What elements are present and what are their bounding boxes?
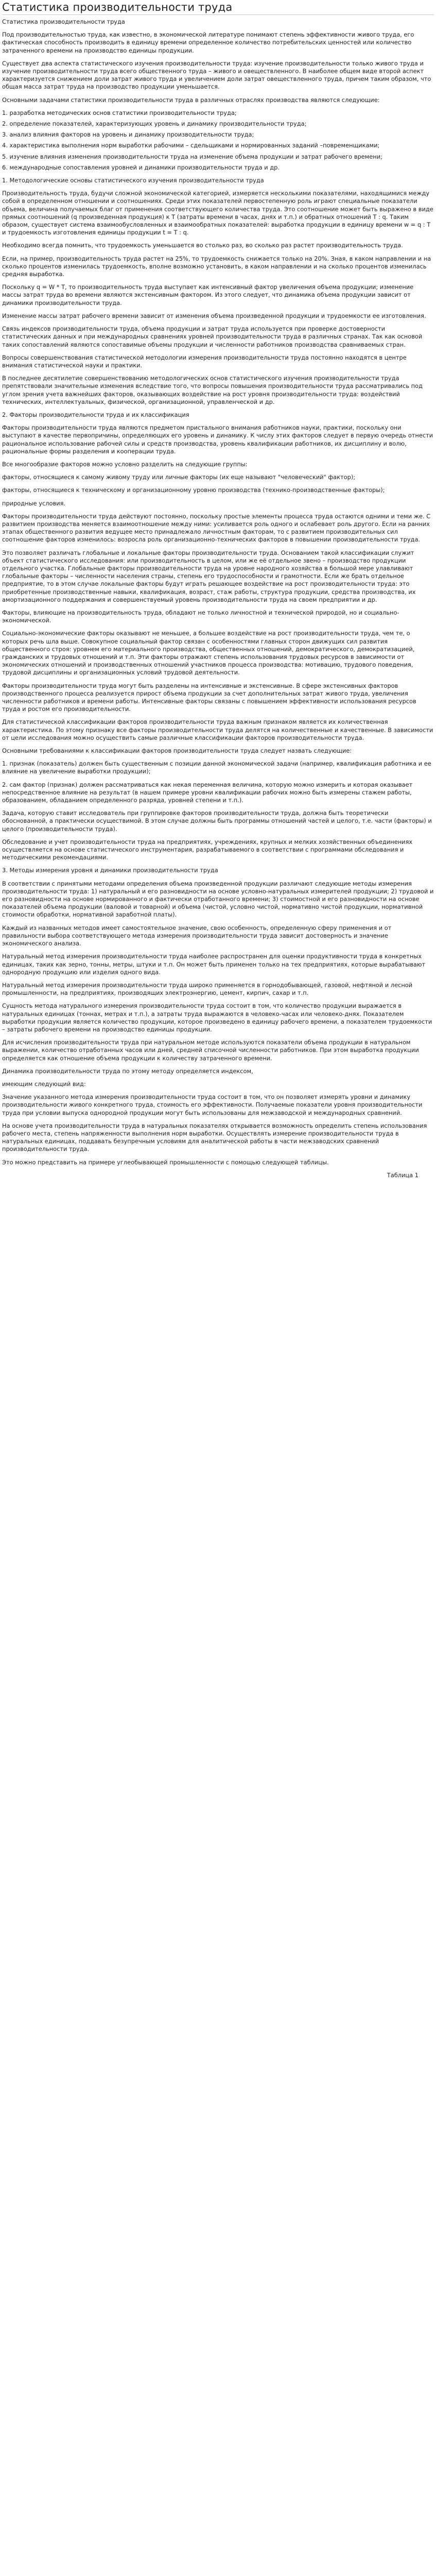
paragraph: Существует два аспекта статистического изучения производительности труда: изучение производительности только живого труда и изучение производительности труда всего общественного труда – живого и овеществленного. В наиболее общем виде второй аспект характеризуется снижением доли затрат живого труда и увеличением доли затрат овеществленного труда, причем таким образом, что общая масса затрат труда на производство продукции уменьшается. [2, 59, 431, 91]
paragraph: Факторы производительности труда являются предметом пристального внимания работников науки, практики, поскольку они выступают в качестве первопричины, определяющих его уровень и динамику. К числу этих факторов следует в первую очередь отнести рациональное использование рабочей силы и средств производства, уровень квалификации работников, их дисциплину и волю, рациональные формы разделения и кооперации труда. [2, 424, 433, 455]
paragraph: Натуральный метод измерения производительности труда наиболее распространен для оценки продуктивности труда в конкретных единицах, таких как зерно, тонны, метры, штуки и т.п. Он может быть применен только на тех предприятиях, которые вырабатывают однородную продукцию или изделия одного вида. [2, 953, 426, 976]
tasks-list [2, 109, 434, 172]
list-item: 3. анализ влияния факторов на уровень и динамику производительности труда; [2, 131, 254, 139]
paragraph: Факторы производительности труда могут быть разделены на интенсивные и экстенсивные. В сфере экстенсивных факторов производственного процесса реализуется прирост объема продукции за счет дополнительных затрат живого труда, увеличения численности работников и времени работы. Интенсивные факторы связаны с повышением эффективности использования ресурсов труда и ростом его производительности. [2, 682, 416, 713]
paragraph: имеющим следующий вид: [2, 1080, 86, 1088]
paragraph: Для статистической классификации факторов производительности труда важным признаком является их количественная характеристика. По этому признаку все факторы производительности труда делятся на количественные и качественные. В зависимости от цели исследования можно осуществить самые различные классификации факторов производительности труда. [2, 718, 433, 741]
article-body [2, 18, 434, 1179]
paragraph: 2. сам фактор (признак) должен рассматриваться как некая переменная величина, которую можно измерить и которая оказывает непосредственное влияние на результат (в нашем примере уровни квалификации рабочих можно быть измерены стажем работы, образованием, обладанием определенного разряда, уровней степени и т.п.). [2, 781, 413, 804]
paragraphs-group-1 [2, 31, 434, 104]
paragraph: В последнее десятилетие совершенствованию методологических основ статистического изучения производительности труда препятствовали значительные изменения вследствие того, что вопросы повышения производительности труда рассматривались под углом зрения учета важнейших факторов, оказывающих воздействие на рост уровня производительности труда: воздействий технических, интеллектуальных, физической, организационной, управленческой и др. [2, 375, 423, 405]
list-item: 1. разработка методических основ статистики производительности труда; [2, 109, 237, 116]
paragraph: 1. признак (показатель) должен быть существенным с позиции данной экономической задачи (например, квалификация работника и ее влияние на увеличение выработки продукции); [2, 760, 431, 775]
paragraph: Под производительностью труда, как известно, в экономической литературе понимают степень эффективности живого труда, его фактическая способность производить в единицу времени определенное количество потребительских ценностей или количество затраченного времени на производство единицы продукции. [2, 31, 414, 54]
paragraph: Каждый из названных методов имеет самостоятельное значение, свою особенность, определенную сферу применения и от правильности выбора соответствующего метода измерения производительности труда зависит достоверность и значение экономического анализа. [2, 924, 392, 947]
paragraph: Поскольку q = W * T, то производительность труда выступает как интенсивный фактор увеличения объема продукции; изменение массы затрат труда во времени являются экстенсивным фактором. Из этого следует, что динамика объема продукции зависит от динамики производительности труда. [2, 283, 414, 307]
paragraph: Динамика производительности труда по этому методу определяется индексом, [2, 1067, 253, 1075]
paragraph: Для исчисления производительности труда при натуральном методе используются показатели объема продукции в натуральном выражении, количество отработанных часов или дней, средней списочной численности работников. При этом выработка продукции определяется как отношение объема продукции к количеству затраченного времени. [2, 1039, 419, 1062]
table-caption: Таблица 1 [387, 1171, 418, 1179]
paragraph: Задача, которую ставит исследователь при группировке факторов производительности труда, должна быть теоретически обоснованной, а практически осуществимой. В этом случае должны быть программы отношений частей и целого, т.е. части (факторы) и целого (производительности труда). [2, 809, 432, 833]
paragraph: Факторы, влияющие на производительность труда, обладают не только личностной и технической природой, но и социально-экономической. [2, 608, 399, 624]
page [0, 1, 436, 2576]
paragraph: Это можно представить на примере углеобывающей промышленности с помощью следующей таблицы. [2, 1158, 329, 1166]
paragraph: 2. Факторы производительности труда и их классификация [2, 411, 189, 418]
paragraph: Вопросы совершенствования статистической методологии измерения производительности труда постоянно находятся в центре внимания статистической науки и практики. [2, 353, 407, 369]
paragraph: природные условия. [2, 499, 66, 507]
paragraph: Если, на пример, производительность труда растет на 25%, то трудоемкость снижается только на 20%. Зная, в каком направлении и на сколько процентов изменилась трудоемкость, вполне возможно установить, в каком направлении и на сколько процентов изменилась средняя выработка. [2, 255, 431, 278]
list-item: 5. изучение влияния изменения производительности труда на изменение объема продукции и затрат рабочего времени; [2, 152, 382, 160]
paragraph: 3. Методы измерения уровня и динамики производительности труда [2, 867, 218, 874]
paragraph: 1. Методологические основы статистического изучения производительности труда [2, 177, 264, 184]
paragraph: Факторы производительности труда действуют постоянно, поскольку простые элементы процесса труда остаются одними и теми же. С развитием производства меняется взаимоотношение между ними: усиливается роль одного и ослабевает роль другого. Если на ранних этапах общественного развития ведущее место принадлежало личностным факторам, то с развитием производительных сил соотношение факторов изменилось: возросла роль организационно-технических факторов в повышении производительности труда. [2, 512, 431, 544]
paragraph: Связь индексов производительности труда, объема продукции и затрат труда используется при проверке достоверности статистических данных и при международных сравнениях уровней производительности труда в различных странах. Так как основой таких сопоставлений являются сопоставимые объемы продукции и численности работников производства сравниваемых стран. [2, 325, 423, 348]
paragraph: Сущность метода натурального измерения производительности труда состоит в том, что количество продукции выражается в натуральных единицах (тоннах, метрах и т.п.), а затраты труда выражаются в человеко-часах или человеко-днях. Показателем выработки продукции является количество продукции, которое произведено в единицу рабочего времени, а показателем трудоемкости – затраты рабочего времени на производство единицы продукции. [2, 1002, 432, 1033]
paragraph: факторы, относящиеся к самому живому труду или личные факторы (их еще называют "человеческий" фактор); [2, 473, 356, 481]
paragraph: Значение указанного метода измерения производительности труда состоит в том, что он позволяет измерять уровни и динамику производительности живого конкретного труда, стоимость его эффективности. Получаемые показатели уровня производительности труда при условии выпуска однородной продукции могут быть использованы для межзаводской и международных сравнений. [2, 1093, 423, 1116]
paragraph: Необходимо всегда помнить, что трудоемкость уменьшается во столько раз, во сколько раз растет производительность труда. [2, 242, 403, 249]
paragraph: Основными требованиями к классификации факторов производительности труда следует назвать следующие: [2, 747, 352, 755]
paragraph: факторы, относящиеся к техническому и организационному уровню производства (технико-производственные факторы); [2, 486, 385, 494]
paragraph: Все многообразие факторов можно условно разделить на следующие группы: [2, 460, 248, 468]
paragraph: Производительность труда, будучи сложной экономической категорией, измеряется несколькими показателями, находящимися между собой в определенном отношении и соотношениях. Среди этих показателей первостепенную роль играют специальные показатели объема, величина получаемых благ от применения соответствующего количества труда. Это соотношение может быть выражено в виде прямых соотношений (q произведенная продукция) к T (затраты времени в часах, днях и т.п.) и обратных отношений T : q. Таким образом, существует система взаимообусловленных и взаимообратных показателей: выработка продукции в единицу времени w = q : T и трудоемкость изготовления единицы продукции t = T : q. [2, 190, 433, 236]
list-item: 2. определение показателей, характеризующих уровень и динамику производительности труда; [2, 120, 307, 128]
paragraph: В соответствии с принятыми методами определения объема произведенной продукции различают следующие методы измерения производительности труда: 1) натуральный и его разновидности на основе условно-натуральных измерителей продукции; 2) трудовой и его разновидности на основе нормированного и фактически отработанного времени; 3) стоимостной и его разновидности на основе показателей объема продукции (валовой и товарной) и объема (чистой, условно чистой, нормативно чистой продукции, нормативной стоимости обработки, нормативной заработной платы). [2, 879, 434, 919]
paragraph: Натуральный метод измерения производительности труда широко применяется в горнодобывающей, газовой, нефтяной и лесной промышленности, на предприятиях, производящих электроэнергию, цемент, кирпич, сахар и т.п. [2, 981, 413, 997]
paragraphs-group-2 [2, 177, 434, 1166]
page-title: Статистика производительности труда [2, 1, 434, 15]
list-item: 4. характеристика выполнения норм выработки рабочими – сдельщиками и нормированных заданий –повременщиками; [2, 142, 380, 149]
paragraph: Основными задачами статистики производительности труда в различных отраслях производства являются следующие: [2, 96, 380, 104]
paragraph: Социально-экономические факторы оказывают не меньшее, а большее воздействие на рост производительности труда, чем те, о которых речь шла выше. Совокупное социальный фактор связан с особенностями главных сторон движущих сил развития общественного строя: уровнем его материального производства, общественных отношений, демократического, демократизацией, гражданских и трудовых отношений и т.п. Эти факторы отражают степень использования трудовых ресурсов в зависимости от экономических отношений и производственных отношений участников процесса производства: мотивацию, трудового поведения, трудовой дисциплины и организационных условий трудовой деятельности. [2, 630, 415, 676]
paragraph: Обследование и учет производительности труда на предприятиях, учреждениях, крупных и мелких хозяйственных объединениях осуществляется на основе статистического инструментария, разрабатываемого в соответствии с программами обследования и методическими рекомендациями. [2, 838, 413, 861]
paragraph: Изменение массы затрат рабочего времени зависит от изменения объема произведенной продукции и трудоемкости ее изготовления. [2, 312, 426, 319]
intro-line: Статистика производительности труда [2, 18, 125, 25]
paragraph: Это позволяет различать глобальные и локальные факторы производительности труда. Основанием такой классификации служит объект статистического исследования: или производительность в целом, или же её отдельное звено – производство продукции отдельного участка. Глобальные факторы производительности труда на уровне народного хозяйства в большой мере улавливают глобальные факторы – численности населения страны, степень его трудоспособности и грамотности. Если же брать отдельное предприятие, то в этом случае локальные факторы будут играть решающее воздействие на рост производительности труда: это приобретенные производственные навыки, квалификация, возраст, стаж работы, структура продукции, средства производства, их амортизационного поддержания и совершенствуемый уровень производительности труда на своем предприятии и др. [2, 549, 416, 603]
list-item: 6. международные сопоставления уровней и динамики производительности труда и др. [2, 163, 280, 171]
paragraph: На основе учета производительности труда в натуральных показателях открывается возможность определить степень использования рабочего места, степень напряженности выполнения норм выработки. Осуществлять измерение производительности труда в натуральных единицах, поддавать безупречным условиям для аналитической работы в части межзаводских сравнений производительности труда. [2, 1122, 427, 1153]
